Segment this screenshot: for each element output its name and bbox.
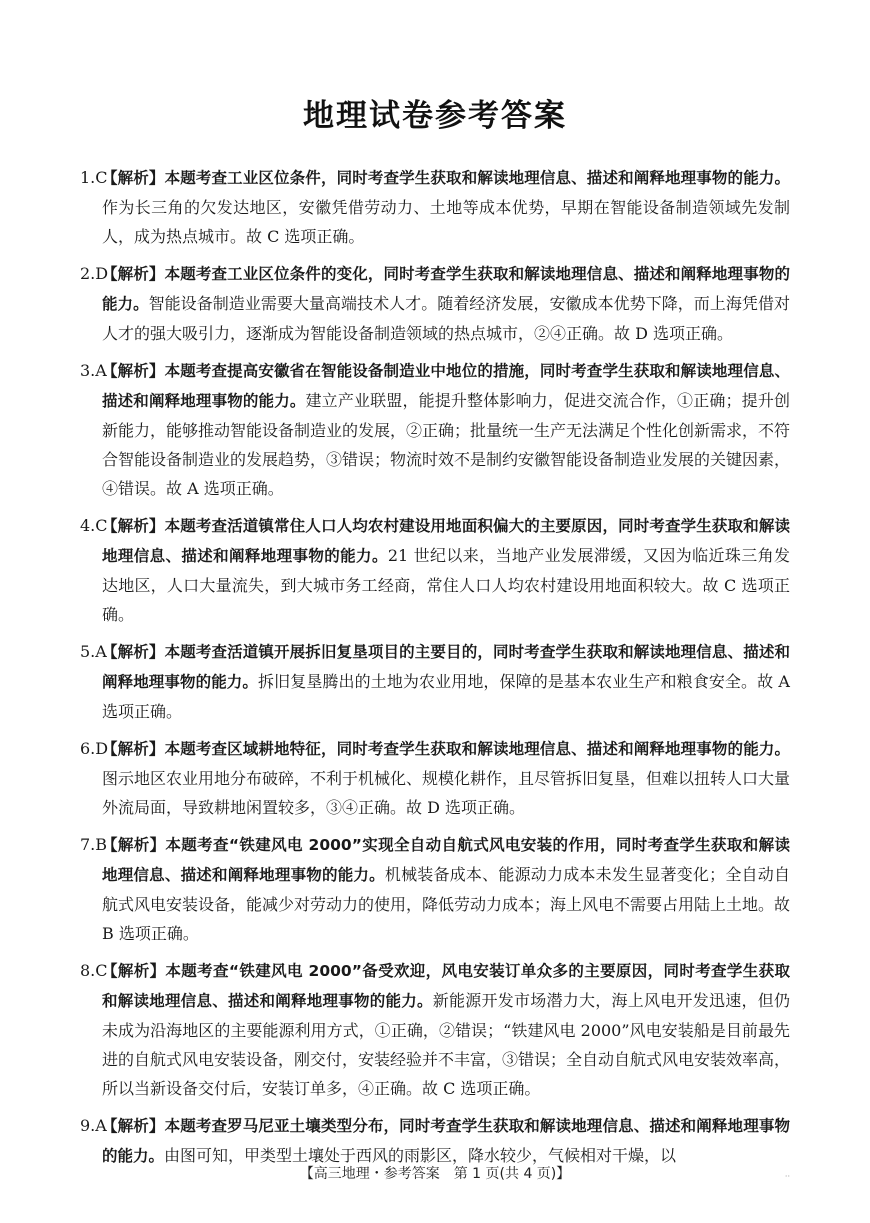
corner-mark: ·· [784,1172,790,1181]
analysis-tag: 【解析】 [102,517,165,535]
analysis-lead: 本题考查工业区位条件的变化，同时考查学生获取和解读地理信息、描述和阐释地理事物的能力。 [102,265,790,313]
page-footer: 【高三地理・参考答案 第 1 页(共 4 页)】 [299,1166,571,1182]
analysis-lead: 本题考查罗马尼亚土壤类型分布，同时考查学生获取和解读地理信息、描述和阐释地理事物的能力。 [102,1117,790,1165]
analysis-tag: 【解析】 [102,643,165,661]
analysis-tag: 【解析】 [102,740,165,758]
analysis-body: 建立产业联盟，能提升整体影响力，促进交流合作，①正确；提升创新能力，能够推动智能设备制造业的发展，②正确；批量统一生产无法满足个性化创新需求，不符合智能设备制造业的发展趋势，③错误；物流时效不是制约安徽智能设备制造业发展的关键因素，④错误。故 A 选项正确。 [102,391,791,498]
analysis-body: 机械装备成本、能源动力成本未发生显著变化；全自动自航式风电安装设备，能减少对劳动力的使用，降低劳动力成本；海上风电不需要占用陆上土地。故 B 选项正确。 [102,865,791,943]
analysis-tag: 【解析】 [102,962,166,980]
answer-number: 8.C [80,961,108,980]
answer-number: 1.C [80,168,108,187]
answer-number: 6.D [80,739,109,758]
answer-number: 3.A [80,361,107,380]
analysis-body: 21 世纪以来，当地产业发展滞缓，又因为临近珠三角发达地区，人口大量流失，到大城市务工经商，常住人口人均农村建设用地面积较大。故 C 选项正确。 [102,546,790,624]
answer-number: 2.D [80,264,109,283]
analysis-tag: 【解析】 [102,169,165,187]
answer-item-7 [80,830,790,948]
analysis-body: 智能设备制造业需要大量高端技术人才。随着经济发展，安徽成本优势下降，而上海凭借对人才的强大吸引力，逐渐成为智能设备制造领域的热点城市，②④正确。故 D 选项正确。 [102,294,790,343]
answer-number: 5.A [80,642,107,661]
answer-item-8 [80,956,790,1103]
analysis-lead: 本题考查工业区位条件，同时考查学生获取和解读地理信息、描述和阐释地理事物的能力。 [164,169,790,187]
answer-item-2 [80,259,790,348]
analysis-lead: 本题考查“铁建风电 2000”备受欢迎，风电安装订单众多的主要原因，同时考查学生获取和解读地理信息、描述和阐释地理事物的能力。 [102,962,790,1010]
analysis-body: 新能源开发市场潜力大，海上风电开发迅速，但仍未成为沿海地区的主要能源利用方式，①正确，②错误；“铁建风电 2000”风电安装船是目前最先进的自航式风电安装设备，刚交付，安装经验并不丰富，③错误；全自动自航式风电安装效率高，所以当新设备交付后，安装订单多，④正确。故 C 选项正确。 [102,991,791,1098]
answer-item-4 [80,511,790,629]
answer-number: 4.C [80,516,108,535]
analysis-lead: 本题考查活道镇常住人口人均农村建设用地面积偏大的主要原因，同时考查学生获取和解读地理信息、描述和阐释地理事物的能力。 [102,517,790,565]
answer-item-6 [80,734,790,822]
analysis-lead: 本题考查“铁建风电 2000”实现全自动自航式风电安装的作用，同时考查学生获取和解读地理信息、描述和阐释地理事物的能力。 [102,836,790,884]
analysis-body: 图示地区农业用地分布破碎，不利于机械化、规模化耕作，且尽管拆旧复垦，但难以扭转人口大量外流局面，导致耕地闲置较多，③④正确。故 D 选项正确。 [102,769,791,817]
analysis-lead: 本题考查活道镇开展拆旧复垦项目的主要目的，同时考查学生获取和解读地理信息、描述和阐释地理事物的能力。 [102,643,790,691]
answer-list [80,163,790,1179]
answer-number: 9.A [80,1116,107,1135]
answer-item-9 [80,1111,790,1171]
analysis-body: 由图可知，甲类型土壤处于西风的雨影区，降水较少，气候相对干燥，以 [164,1146,677,1165]
answer-item-1 [80,163,790,251]
answer-item-3 [80,356,790,503]
answer-number: 7.B [80,835,108,854]
analysis-tag: 【解析】 [102,836,166,854]
analysis-tag: 【解析】 [102,265,165,283]
analysis-body: 拆旧复垦腾出的土地为农业用地，保障的是基本农业生产和粮食安全。故 A 选项正确。 [102,672,790,721]
analysis-body: 作为长三角的欠发达地区，安徽凭借劳动力、土地等成本优势，早期在智能设备制造领域先发制人，成为热点城市。故 C 选项正确。 [102,198,790,246]
analysis-lead: 本题考查提高安徽省在智能设备制造业中地位的措施，同时考查学生获取和解读地理信息、描述和阐释地理事物的能力。 [102,362,790,410]
analysis-tag: 【解析】 [102,362,165,380]
analysis-tag: 【解析】 [102,1117,165,1135]
analysis-lead: 本题考查区域耕地特征，同时考查学生获取和解读地理信息、描述和阐释地理事物的能力。 [164,740,790,758]
answer-item-5 [80,637,790,726]
page-title: 地理试卷参考答案 [303,98,567,134]
